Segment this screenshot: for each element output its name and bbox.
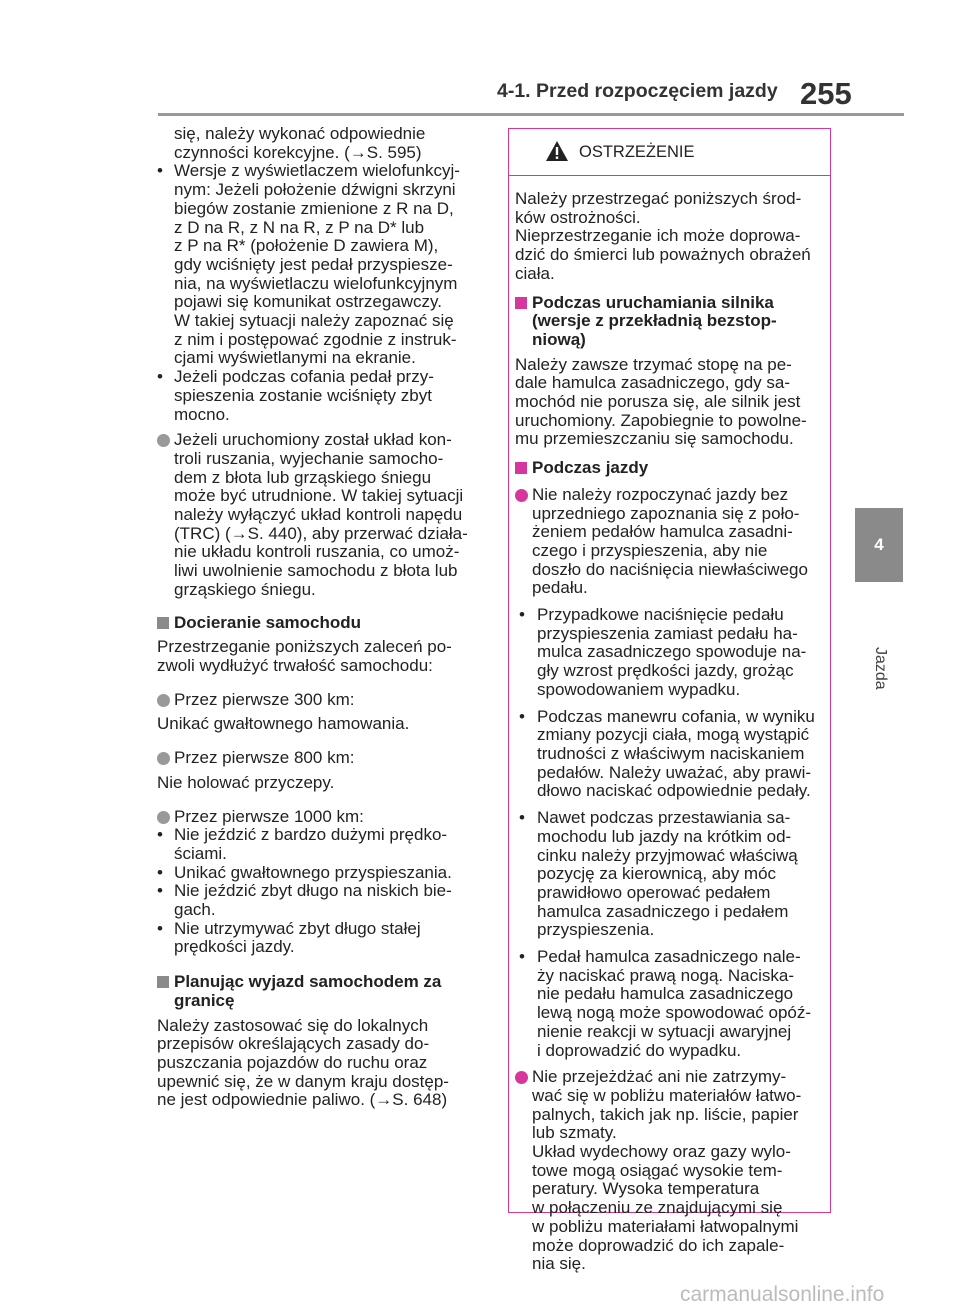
circle-bullet-icon [515, 1071, 528, 1084]
paragraph: Unikać gwałtownego hamowania. [157, 714, 410, 734]
chapter-label: Jazda [872, 647, 889, 690]
paragraph: Należy zastosować się do lokalnych przepisów określających zasady do- puszczania pojazdów do ruchu oraz upewnić się, że w danym kraju dostęp- ne jest odpowiednie paliwo. (→S. 648) [157, 1015, 449, 1110]
warning-triangle-icon [545, 140, 569, 162]
section-heading: Planując wyjazd samochodem za granicę [157, 973, 482, 1010]
warning-body [509, 176, 830, 1274]
list-item: • Nie utrzymywać zbyt długo stałej prędkości jazdy. [157, 918, 421, 957]
list-item: • Nie jeździć zbyt długo na niskich bie- gach. [157, 881, 452, 920]
list-item: • Podczas manewru cofania, w wyniku zmiany pozycji ciała, mogą wystąpić trudności z właściwym naciskaniem pedałów. Należy uważać, aby prawi- dłowo naciskać odpowiednie pedały. [519, 706, 815, 801]
circle-item: Jeżeli uruchomiony został układ kon- troli ruszania, wyjechanie samocho- dem z błota lub grząskiego śniegu może być utrudnione. W takiej sytuacji należy wyłączyć układ kontroli napędu (TRC) (→S. 440), aby przerwać działa- nie układu kontroli ruszania, co umoż- liwi uwolnienie samochodu z błota lub grząskiego śniegu. [157, 431, 482, 599]
list-item: • Wersje z wyświetlaczem wielofunkcyj- nym: Jeżeli położenie dźwigni skrzyni biegów zostanie zmienione z R na D, z D na R, z N na R, z P na D* lub z P na R* (położenie D zawiera M), gdy wciśnięty jest pedał przyspiesze- nia, na wyświetlaczu wielofunkcyjnym pojawi się komunikat ostrzegawczy. W takiej sytuacji należy zapoznać się z nim i postępować zgodnie z instruk- cjami wyświetlanymi na ekranie. [157, 161, 460, 368]
circle-bullet-icon [157, 752, 170, 765]
paragraph: Należy zawsze trzymać stopę na pe- dale hamulca zasadniczego, gdy sa- mochód nie porusza się, ale silnik jest uruchomiony. Zapobiegnie to powolne- mu przemieszczaniu się samochodu. [515, 354, 807, 449]
warning-title: OSTRZEŻENIE [579, 143, 695, 161]
header-rule [158, 113, 904, 116]
list-item: • Unikać gwałtownego przyspieszania. [157, 862, 452, 882]
watermark: carmanualsonline.info [680, 1283, 885, 1306]
circle-bullet-icon [157, 811, 170, 824]
list-item: • Nie jeździć z bardzo dużymi prędko- ściami. [157, 825, 448, 863]
list-item: • Przypadkowe naciśnięcie pedału przyspieszenia zamiast pedału ha- mulca zasadniczego spowoduje na- gły wzrost prędkości jazdy, grożąc spowodowaniem wypadku. [519, 605, 807, 699]
paragraph: Nie holować przyczepy. [157, 772, 335, 792]
section-heading: Podczas jazdy [515, 459, 824, 478]
circle-item: Nie przejeżdżać ani nie zatrzymy- wać się w pobliżu materiałów łatwo- palnych, takich jak np. liście, papier lub szmaty. Układ wydechowy oraz gazy wylo- towe mogą osiągać wysokie tem- peratury. Wysoka temperatura w połączeniu ze znajdującymi się w pobliżu materiałami łatwopalnymi może doprowadzić do ich zapale- nia się. [515, 1068, 824, 1274]
page-number: 255 [800, 76, 852, 111]
continuation-text: się, należy wykonać odpowiednie czynności korekcyjne. (→S. 595) [174, 124, 426, 162]
circle-bullet-icon [515, 489, 528, 502]
list-item: • Pedał hamulca zasadniczego nale- ży naciskać prawą nogą. Naciska- nie pedału hamulca zasadniczego lewą nogą może spowodować opóź- nienie reakcji w sytuacji awaryjnej i doprowadzić do wypadku. [519, 947, 812, 1060]
square-bullet-icon [515, 462, 527, 474]
chapter-tab[interactable] [855, 508, 903, 582]
list-item: • Nawet podczas przestawiania sa- mochodu lub jazdy na krótkim od- cinku należy przyjmować właściwą pozycję za kierownicą, aby móc prawidłowo operować pedałem hamulca zasadniczego i pedałem przyspieszenia. [519, 808, 798, 940]
paragraph: Przestrzeganie poniższych zaleceń po- zwoli wydłużyć trwałość samochodu: [157, 637, 452, 675]
circle-item: Nie należy rozpoczynać jazdy bez uprzedniego zapoznania się z poło- żeniem pedałów hamulca zasadni- czego i przyspieszenia, aby nie doszło do naciśnięcia niewłaściwego pedału. [515, 486, 824, 598]
circle-item: Przez pierwsze 1000 km: [157, 808, 482, 827]
section-title: 4-1. Przed rozpoczęciem jazdy [497, 80, 778, 102]
square-bullet-icon [157, 617, 169, 629]
paragraph: Należy przestrzegać poniższych środ- ków ostrożności. Nieprzestrzeganie ich może doprowa- dzić do śmierci lub poważnych obrażeń ciała. [515, 189, 811, 283]
circle-bullet-icon [157, 694, 170, 707]
warning-box [508, 128, 831, 1274]
circle-item: Przez pierwsze 800 km: [157, 749, 482, 768]
warning-header [509, 129, 830, 176]
circle-item: Przez pierwsze 300 km: [157, 691, 482, 710]
left-column [157, 125, 482, 1117]
section-heading: Podczas uruchamiania silnika (wersje z przekładnią bezstop- niową) [515, 294, 824, 350]
list-item: • Jeżeli podczas cofania pedał przy- spieszenia zostanie wciśnięty zbyt mocno. [157, 367, 434, 424]
chapter-number: 4 [874, 535, 884, 554]
section-heading: Docieranie samochodu [157, 614, 482, 633]
square-bullet-icon [515, 297, 527, 309]
circle-bullet-icon [157, 434, 170, 447]
square-bullet-icon [157, 976, 169, 988]
